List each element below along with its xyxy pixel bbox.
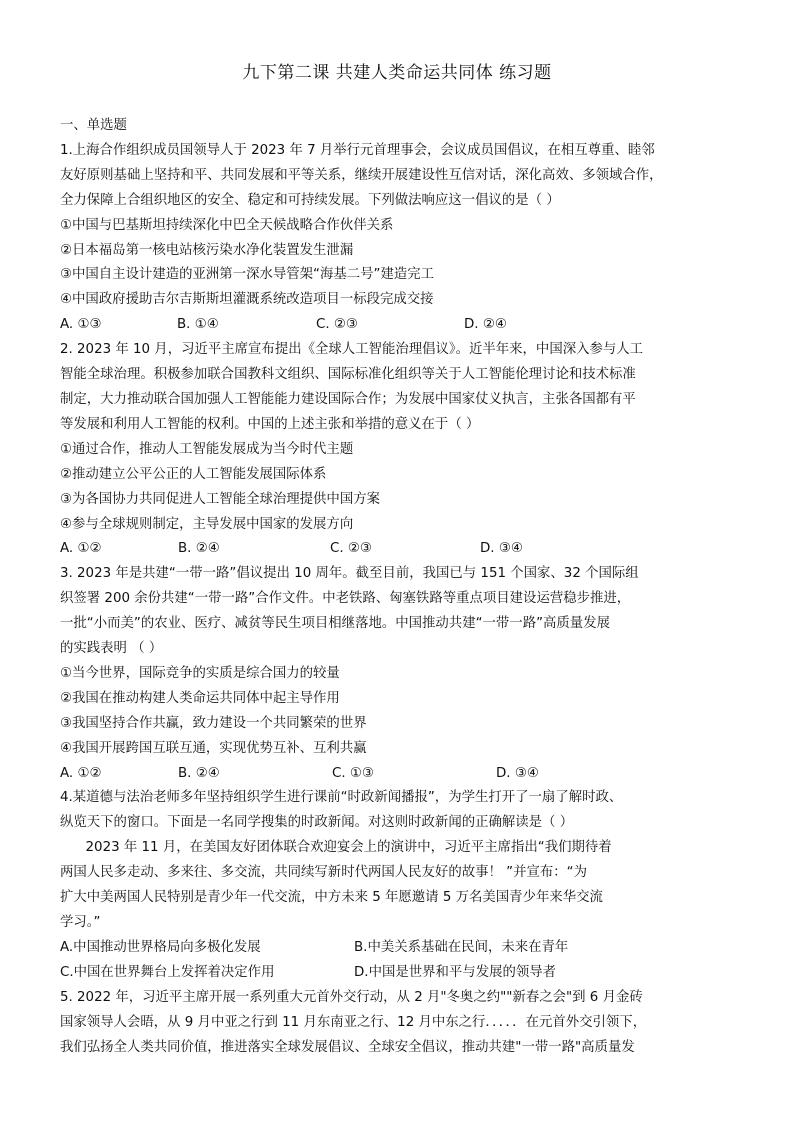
choice-c[interactable]: C. ②③ — [316, 317, 358, 333]
answer-choices — [60, 313, 740, 338]
statement-option: ①通过合作，推动人工智能发展成为当今时代主题 — [60, 441, 354, 457]
statement-option: ②我国在推动构建人类命运共同体中起主导作用 — [60, 690, 340, 706]
statement-option: ①当今世界，国际竞争的实质是综合国力的较量 — [60, 665, 340, 681]
question-4 — [60, 786, 740, 985]
answer-choices — [60, 936, 740, 961]
question-stem-line: 织签署 200 余份共建“一带一路”合作文件。中老铁路、匈塞铁路等重点项目建设运营稳步推进， — [60, 591, 631, 607]
statement-option: ④中国政府援助吉尔吉斯斯坦灌溉系统改造项目一标段完成交接 — [60, 292, 434, 308]
question-stem-line: 3. 2023 年是共建“一带一路”倡议提出 10 周年。截至目前，我国已与 151 个国家、32 个国际组 — [60, 566, 639, 582]
statement-option: ④我国开展跨国互联互通，实现优势互补、互利共赢 — [60, 740, 367, 756]
question-2 — [60, 338, 740, 562]
page-title: 九下第二课 共建人类命运共同体 练习题 — [242, 63, 552, 83]
answer-choices — [60, 537, 740, 562]
statement-option: ③为各国协力共同促进人工智能全球治理提供中国方案 — [60, 491, 380, 507]
question-stem-line: 全力保障上合组织地区的安全、稳定和可持续发展。下列做法响应这一倡议的是（ ） — [60, 192, 560, 208]
question-stem-line: 5. 2022 年，习近平主席开展一系列重大元首外交行动，从 2 月"冬奥之约""新春之会"到 6 月金砖 — [60, 989, 643, 1005]
choice-a[interactable]: A. ①③ — [60, 317, 102, 333]
question-stem-line: 2. 2023 年 10 月，习近平主席宣布提出《全球人工智能治理倡议》。近半年来，中国深入参与人工 — [60, 342, 644, 358]
news-quote-line: 2023 年 11 月，在美国友好团体联合欢迎宴会上的演讲中，习近平主席指出“我们期待着 — [60, 840, 612, 856]
choice-d[interactable]: D.中国是世界和平与发展的领导者 — [354, 964, 557, 980]
section-heading: 一、单选题 — [60, 118, 127, 133]
question-5 — [60, 986, 740, 1061]
question-stem-line: 纵览天下的窗口。下面是一名同学搜集的时政新闻。对这则时政新闻的正确解读是（ ） — [60, 815, 574, 831]
choice-d[interactable]: D. ③④ — [496, 765, 539, 781]
question-stem-line: 1.上海合作组织成员国领导人于 2023 年 7 月举行元首理事会，会议成员国倡议，在相互尊重、睦邻 — [60, 142, 655, 158]
statement-option: ③中国自主设计建造的亚洲第一深水导管架“海基二号”建造完工 — [60, 267, 435, 283]
choice-a[interactable]: A. ①② — [60, 541, 102, 557]
statement-option: ②日本福岛第一核电站核污染水净化装置发生泄漏 — [60, 242, 354, 258]
statement-option: ②推动建立公平公正的人工智能发展国际体系 — [60, 466, 327, 482]
answer-choices — [60, 961, 740, 986]
question-stem-line: 我们弘扬全人类共同价值，推进落实全球发展倡议、全球安全倡议，推动共建"一带一路"高质量发 — [60, 1039, 635, 1055]
choice-b[interactable]: B.中美关系基础在民间，未来在青年 — [354, 939, 569, 955]
choice-d[interactable]: D. ③④ — [480, 541, 523, 557]
question-stem-line: 国家领导人会晤，从 9 月中亚之行到 11 月东南亚之行、12 月中东之行．．．．．在元首外交引领下， — [60, 1014, 647, 1030]
answer-choices — [60, 762, 740, 787]
question-1 — [60, 139, 740, 338]
news-quote-line: 学习。” — [60, 915, 101, 930]
statement-option: ③我国坚持合作共赢，致力建设一个共同繁荣的世界 — [60, 715, 367, 731]
choice-b[interactable]: B. ②④ — [178, 765, 220, 781]
question-stem-line: 智能全球治理。积极参加联合国教科文组织、国际标准化组织等关于人工智能伦理讨论和技术标准 — [60, 367, 636, 383]
choice-b[interactable]: B. ②④ — [178, 541, 220, 557]
choice-c[interactable]: C.中国在世界舞台上发挥着决定作用 — [60, 964, 275, 980]
choice-a[interactable]: A. ①② — [60, 765, 102, 781]
question-3 — [60, 562, 740, 786]
statement-option: ①中国与巴基斯坦持续深化中巴全天候战略合作伙伴关系 — [60, 217, 394, 233]
choice-c[interactable]: C. ②③ — [330, 541, 372, 557]
question-stem-line: 制定，大力推动联合国加强人工智能能力建设国际合作；为发展中国家仗义执言，主张各国都有平 — [60, 391, 636, 407]
choice-a[interactable]: A.中国推动世界格局向多极化发展 — [60, 939, 261, 955]
choice-c[interactable]: C. ①③ — [332, 765, 374, 781]
question-stem-line: 友好原则基础上坚持和平、共同发展和平等关系，继续开展建设性互信对话，深化高效、多领域合作， — [60, 167, 663, 183]
news-quote-line: 两国人民多走动、多来往、多交流，共同续写新时代两国人民友好的故事！ ”并宣布：“为 — [60, 865, 587, 881]
choice-b[interactable]: B. ①④ — [177, 317, 219, 333]
question-stem-line: 4.某道德与法治老师多年坚持组织学生进行课前“时政新闻播报”，为学生打开了一扇了解时政、 — [60, 790, 623, 806]
question-stem-line: 一批“小而美”的农业、医疗、减贫等民生项目相继落地。中国推动共建“一带一路”高质量发展 — [60, 616, 610, 632]
question-stem-line: 等发展和利用人工智能的权利。中国的上述主张和举措的意义在于（ ） — [60, 416, 480, 432]
statement-option: ④参与全球规则制定，主导发展中国家的发展方向 — [60, 516, 354, 532]
news-quote-line: 扩大中美两国人民特别是青少年一代交流，中方未来 5 年愿邀请 5 万名美国青少年来华交流 — [60, 890, 603, 906]
question-stem-line: 的实践表明 （ ） — [60, 641, 163, 657]
choice-d[interactable]: D. ②④ — [464, 317, 507, 333]
question-list — [60, 114, 740, 1060]
